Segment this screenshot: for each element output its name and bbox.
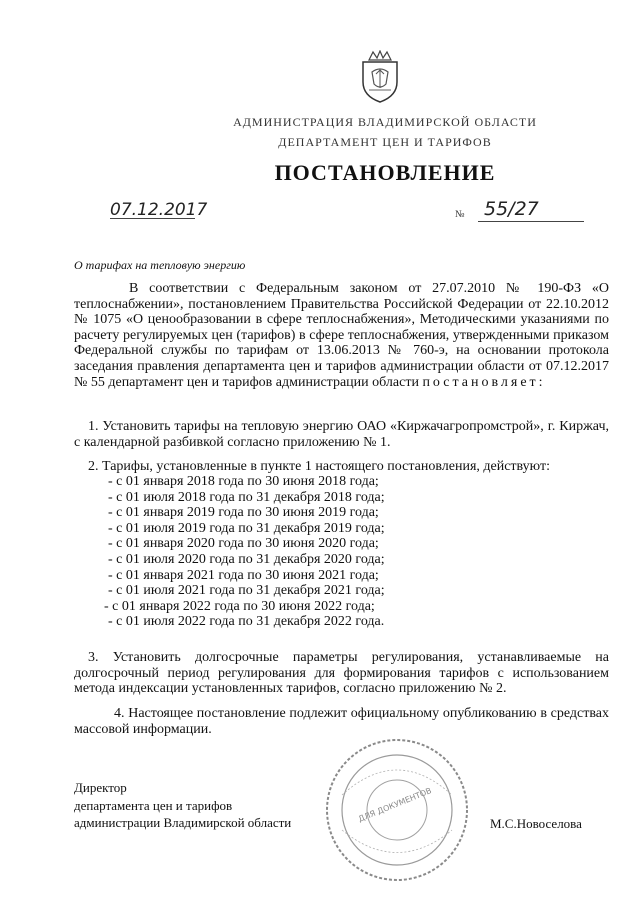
clause-1: 1. Установить тарифы на тепловую энергию ОАО «Киржачагропромстрой», г. Киржач, с календарной разбивкой согласно приложению № 1. — [74, 419, 609, 450]
signatory-administration: администрации Владимирской области — [74, 815, 292, 830]
org-name-line2: ДЕПАРТАМЕНТ ЦЕН И ТАРИФОВ — [278, 135, 492, 149]
period-item: - с 01 января 2019 года по 30 июня 2019 года; — [108, 505, 379, 521]
document-number: 55/27 — [484, 198, 539, 220]
org-name-line1: АДМИНИСТРАЦИЯ ВЛАДИМИРСКОЙ ОБЛАСТИ — [233, 115, 537, 129]
clause-4: 4. Настоящее постановление подлежит официальному опубликованию в средствах массовой информации. — [74, 706, 609, 737]
period-item: - с 01 июля 2022 года по 31 декабря 2022 года. — [108, 614, 385, 630]
signatory-title: Директор — [74, 780, 127, 795]
period-item: - с 01 января 2022 года по 30 июня 2022 года; — [104, 598, 375, 614]
period-item: - с 01 января 2021 года по 30 июня 2021 года; — [108, 567, 379, 583]
period-item: - с 01 июля 2020 года по 31 декабря 2020 года; — [108, 551, 385, 567]
preamble-text: В соответствии с Федеральным законом от 27.07.2010 № 190-ФЗ «О теплоснабжении», постановлением Правительства Российской Федерации от 22.10.2012 № 1075 «О ценообразовании в сфере теплоснабжения», Методическими указаниями по расчету регулируемых цен (тарифов) в сфере теплоснабжения, утвержденными приказом Федеральной службы по тарифам от 13.06.2013 № 760-э, на основании протокола заседания правления департамента цен и тарифов администрации области от 07.12.2017 № 55 департамент цен и тарифов администрации области — [74, 281, 609, 390]
document-date: 07.12.2017 — [110, 200, 208, 220]
document-title: ПОСТАНОВЛЕНИЕ — [274, 160, 496, 185]
signatory-name: М.С.Новоселова — [490, 816, 582, 831]
period-item: - с 01 июля 2019 года по 31 декабря 2019 года; — [108, 520, 385, 536]
date-underline — [110, 218, 195, 219]
preamble-verb: постановляет: — [422, 374, 546, 390]
number-label: № — [455, 209, 465, 220]
stamp-text: ДЛЯ ДОКУМЕНТОВ — [357, 786, 433, 824]
period-item: - с 01 января 2020 года по 30 июня 2020 года; — [108, 536, 379, 552]
signatory-department: департамента цен и тарифов — [74, 797, 233, 813]
period-item: - с 01 июля 2021 года по 31 декабря 2021 года; — [108, 583, 385, 599]
preamble-paragraph — [74, 281, 609, 390]
clause-3: 3. Установить долгосрочные параметры регулирования, устанавливаемые на долгосрочный период регулирования для формирования тарифов с использованием метода индексации установленных тарифов, согласно приложению № 2. — [74, 650, 609, 697]
signatory-block — [74, 779, 291, 832]
period-item: - с 01 июля 2018 года по 31 декабря 2018 года; — [108, 489, 385, 505]
period-item: - с 01 января 2018 года по 30 июня 2018 года; — [108, 474, 379, 489]
period-list — [104, 474, 385, 630]
coat-of-arms-icon — [357, 50, 403, 104]
official-stamp-icon — [322, 735, 472, 885]
document-subject: О тарифах на тепловую энергию — [74, 258, 246, 272]
clause-2: 2. Тарифы, установленные в пункте 1 настоящего постановления, действуют: — [88, 459, 550, 474]
number-underline — [478, 221, 584, 222]
